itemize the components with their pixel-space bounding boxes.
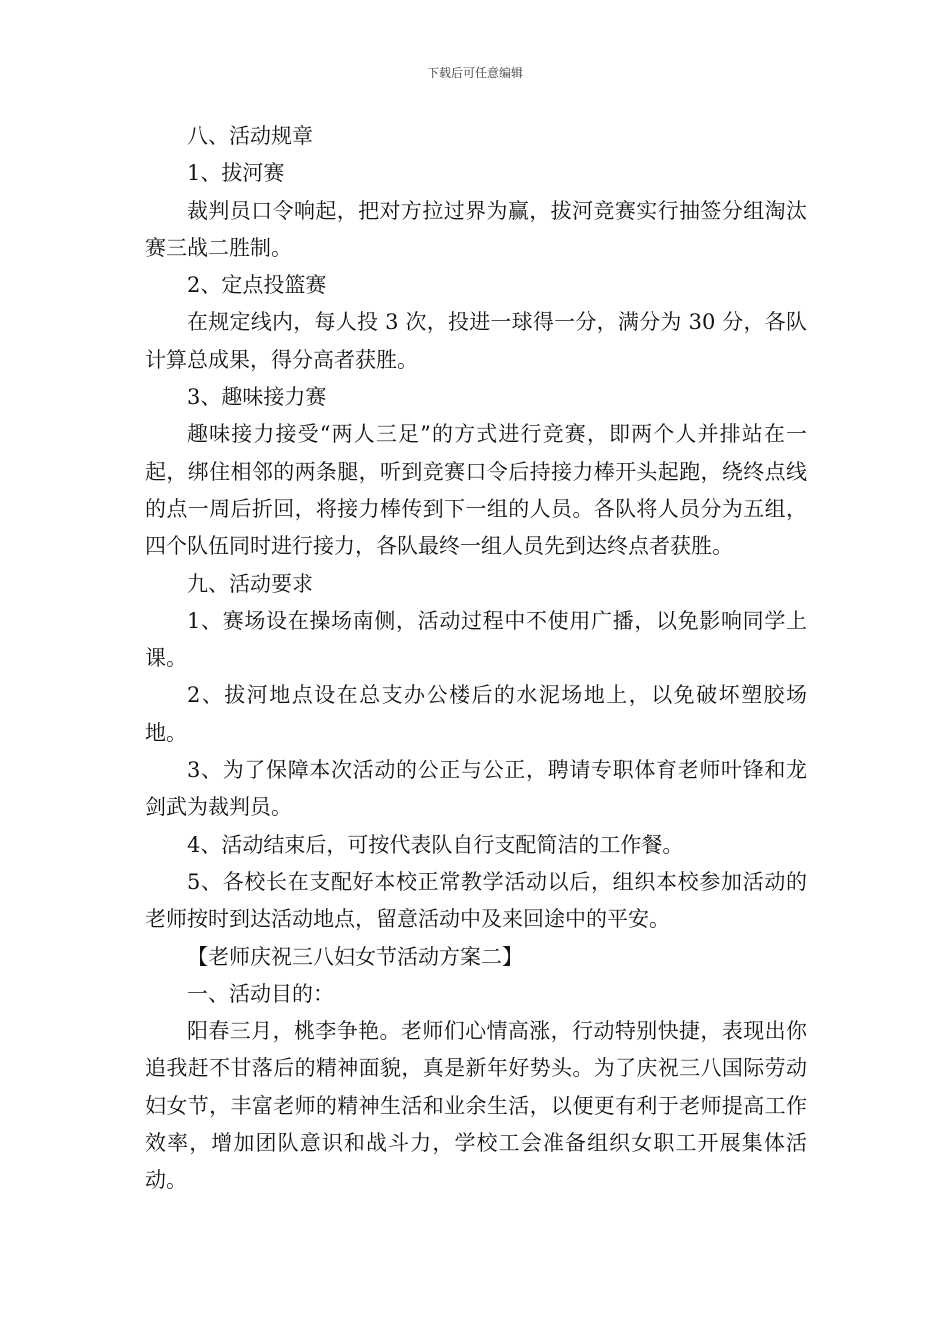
document-body [145, 118, 807, 1200]
subheading-tug-of-war: 1、拔河赛 [187, 161, 285, 186]
page-header-note: 下载后可任意编辑 [426, 66, 523, 80]
requirement-item-5: 5、各校长在支配好本校正常教学活动以后，组织本校参加活动的老师按时到达活动地点，留意活动中及来回途中的平安。 [145, 869, 807, 932]
section-heading-purpose: 一、活动目的： [187, 981, 334, 1006]
section-heading-rules: 八、活动规章 [187, 124, 313, 148]
subheading-shooting: 2、定点投篮赛 [187, 273, 327, 298]
plan-two-title: 【老师庆祝三八妇女节活动方案二】 [187, 944, 523, 969]
paragraph-purpose: 阳春三月，桃李争艳。老师们心情高涨，行动特别快捷，表现出你追我赶不甘落后的精神面貌，真是新年好势头。为了庆祝三八国际劳动妇女节，丰富老师的精神生活和业余生活，以便更有利于老师提高工作效率，增加团队意识和战斗力，学校工会准备组织女职工开展集体活动。 [145, 1019, 807, 1193]
section-heading-requirements: 九、活动要求 [187, 571, 313, 596]
requirement-item-4: 4、活动结束后，可按代表队自行支配简洁的工作餐。 [187, 832, 684, 857]
requirement-item-1: 1、赛场设在操场南侧，活动过程中不使用广播，以免影响同学上课。 [145, 608, 807, 671]
requirement-item-3: 3、为了保障本次活动的公正与公正，聘请专职体育老师叶锋和龙剑武为裁判员。 [145, 758, 807, 820]
requirement-item-2: 2、拔河地点设在总支办公楼后的水泥场地上，以免破坏塑胶场地。 [145, 683, 807, 745]
paragraph-shooting: 在规定线内，每人投 3 次，投进一球得一分，满分为 30 分，各队计算总成果，得分高者获胜。 [145, 310, 807, 372]
paragraph-tug-of-war: 裁判员口令响起，把对方拉过界为赢，拔河竞赛实行抽签分组淘汰赛三战二胜制。 [145, 198, 807, 260]
paragraph-relay: 趣味接力接受“两人三足”的方式进行竞赛，即两个人并排站在一起，绑住相邻的两条腿，听到竞赛口令后持接力棒开头起跑，绕终点线的点一周后折回，将接力棒传到下一组的人员。各队将人员分为五组，四个队伍同时进行接力，各队最终一组人员先到达终点者获胜。 [145, 422, 807, 559]
subheading-relay: 3、趣味接力赛 [187, 385, 327, 410]
